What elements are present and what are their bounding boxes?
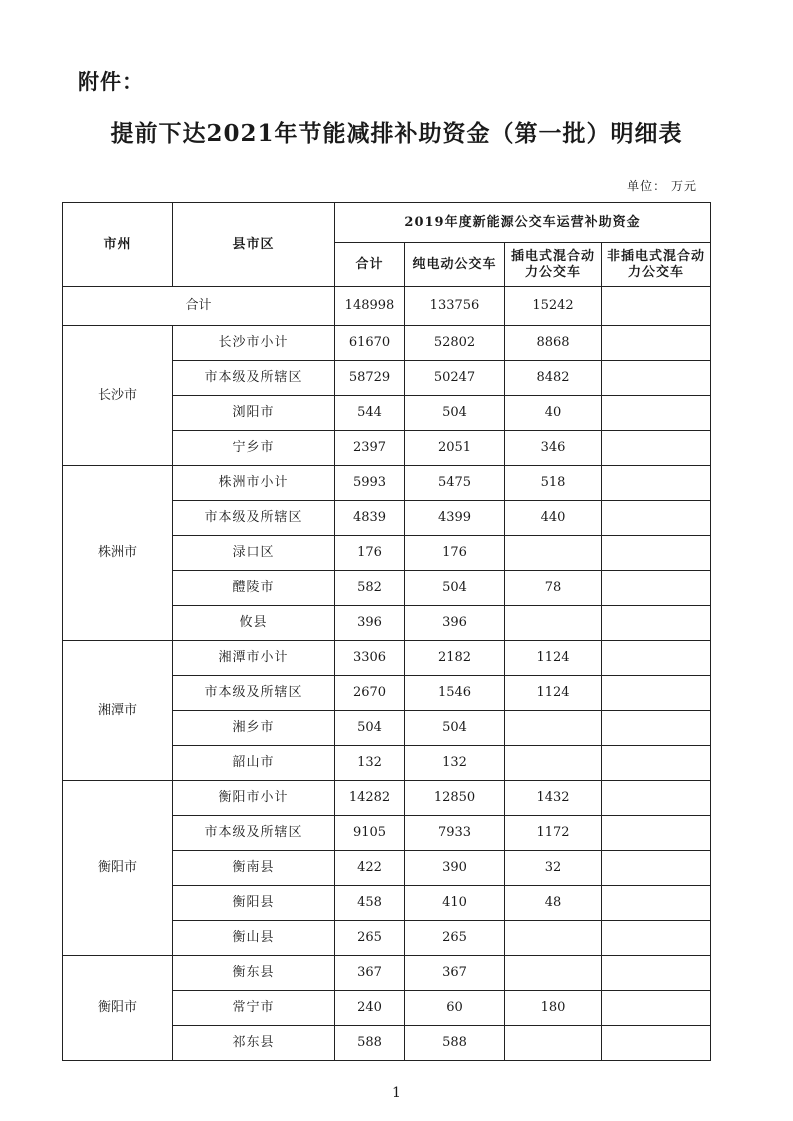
plug-cell: 1124 [505,676,602,711]
page-number: 1 [392,1085,401,1101]
pure-cell: 60 [405,991,505,1026]
total-cell: 588 [335,1026,405,1061]
county-cell: 宁乡市 [173,431,335,466]
county-cell: 衡南县 [173,851,335,886]
plug-cell: 78 [505,571,602,606]
nonplug-cell [602,676,711,711]
grand-total-label: 合计 [63,287,335,326]
attachment-label: 附件： [78,70,144,94]
plug-cell: 440 [505,501,602,536]
county-cell: 衡东县 [173,956,335,991]
total-cell: 458 [335,886,405,921]
county-cell: 市本级及所辖区 [173,501,335,536]
subsidy-detail-table [62,202,711,1061]
pure-cell: 2051 [405,431,505,466]
page-title: 提前下达2021年节能减排补助资金（第一批）明细表 [110,120,683,147]
total-cell: 396 [335,606,405,641]
nonplug-cell [602,501,711,536]
nonplug-cell [602,641,711,676]
plug-cell: 48 [505,886,602,921]
total-cell: 544 [335,396,405,431]
total-cell: 61670 [335,326,405,361]
total-cell: 14282 [335,781,405,816]
plug-cell: 32 [505,851,602,886]
city-cell: 湘潭市 [63,641,173,781]
plug-cell: 8868 [505,326,602,361]
pure-cell: 390 [405,851,505,886]
pure-cell: 12850 [405,781,505,816]
nonplug-cell [602,431,711,466]
pure-cell: 504 [405,571,505,606]
county-cell: 衡山县 [173,921,335,956]
nonplug-cell [602,606,711,641]
pure-cell: 396 [405,606,505,641]
nonplug-cell [602,571,711,606]
grand-total-value: 148998 [335,287,405,326]
pure-cell: 132 [405,746,505,781]
plug-cell: 1432 [505,781,602,816]
plug-cell [505,956,602,991]
pure-cell: 504 [405,396,505,431]
table-row [63,641,711,676]
county-cell: 攸县 [173,606,335,641]
plug-cell [505,1026,602,1061]
nonplug-cell [602,361,711,396]
nonplug-cell [602,956,711,991]
table-row [63,781,711,816]
total-cell: 9105 [335,816,405,851]
total-cell: 58729 [335,361,405,396]
pure-cell: 4399 [405,501,505,536]
county-cell: 市本级及所辖区 [173,816,335,851]
header-total: 合计 [335,243,405,287]
city-cell: 株洲市 [63,466,173,641]
nonplug-cell [602,1026,711,1061]
nonplug-cell [602,921,711,956]
plug-cell [505,606,602,641]
pure-cell: 367 [405,956,505,991]
grand-total-row [63,287,711,326]
pure-cell: 265 [405,921,505,956]
county-cell: 韶山市 [173,746,335,781]
header-pure-electric: 纯电动公交车 [405,243,505,287]
plug-cell [505,536,602,571]
grand-total-plug: 15242 [505,287,602,326]
plug-cell: 1124 [505,641,602,676]
plug-cell: 40 [505,396,602,431]
pure-cell: 2182 [405,641,505,676]
nonplug-cell [602,816,711,851]
nonplug-cell [602,536,711,571]
total-cell: 132 [335,746,405,781]
county-cell: 祁东县 [173,1026,335,1061]
pure-cell: 52802 [405,326,505,361]
header-city: 市州 [63,203,173,287]
table-row [63,326,711,361]
header-plugin-hybrid: 插电式混合动力公交车 [505,243,602,287]
county-cell: 衡阳市小计 [173,781,335,816]
county-cell: 市本级及所辖区 [173,676,335,711]
header-nonplugin-hybrid: 非插电式混合动力公交车 [602,243,711,287]
city-cell: 长沙市 [63,326,173,466]
total-cell: 5993 [335,466,405,501]
nonplug-cell [602,466,711,501]
table-row [63,956,711,991]
unit-label: 单位： 万元 [627,179,697,193]
plug-cell: 180 [505,991,602,1026]
nonplug-cell [602,711,711,746]
total-cell: 3306 [335,641,405,676]
total-cell: 367 [335,956,405,991]
table-row [63,466,711,501]
total-cell: 176 [335,536,405,571]
grand-total-pure: 133756 [405,287,505,326]
grand-total-nonplug [602,287,711,326]
county-cell: 湘潭市小计 [173,641,335,676]
total-cell: 582 [335,571,405,606]
city-cell: 衡阳市 [63,956,173,1061]
county-cell: 常宁市 [173,991,335,1026]
pure-cell: 7933 [405,816,505,851]
plug-cell [505,921,602,956]
plug-cell: 346 [505,431,602,466]
nonplug-cell [602,886,711,921]
header-county: 县市区 [173,203,335,287]
county-cell: 市本级及所辖区 [173,361,335,396]
plug-cell [505,711,602,746]
header-subsidy-group: 2019年度新能源公交车运营补助资金 [335,203,711,243]
plug-cell: 518 [505,466,602,501]
total-cell: 2670 [335,676,405,711]
county-cell: 醴陵市 [173,571,335,606]
total-cell: 240 [335,991,405,1026]
city-cell: 衡阳市 [63,781,173,956]
county-cell: 渌口区 [173,536,335,571]
pure-cell: 50247 [405,361,505,396]
total-cell: 4839 [335,501,405,536]
plug-cell [505,746,602,781]
pure-cell: 504 [405,711,505,746]
county-cell: 株洲市小计 [173,466,335,501]
nonplug-cell [602,851,711,886]
total-cell: 2397 [335,431,405,466]
total-cell: 422 [335,851,405,886]
pure-cell: 410 [405,886,505,921]
county-cell: 衡阳县 [173,886,335,921]
pure-cell: 1546 [405,676,505,711]
pure-cell: 176 [405,536,505,571]
county-cell: 长沙市小计 [173,326,335,361]
nonplug-cell [602,746,711,781]
total-cell: 504 [335,711,405,746]
pure-cell: 588 [405,1026,505,1061]
nonplug-cell [602,396,711,431]
plug-cell: 1172 [505,816,602,851]
table-body [63,287,711,1061]
county-cell: 湘乡市 [173,711,335,746]
plug-cell: 8482 [505,361,602,396]
nonplug-cell [602,991,711,1026]
total-cell: 265 [335,921,405,956]
nonplug-cell [602,326,711,361]
pure-cell: 5475 [405,466,505,501]
county-cell: 浏阳市 [173,396,335,431]
nonplug-cell [602,781,711,816]
